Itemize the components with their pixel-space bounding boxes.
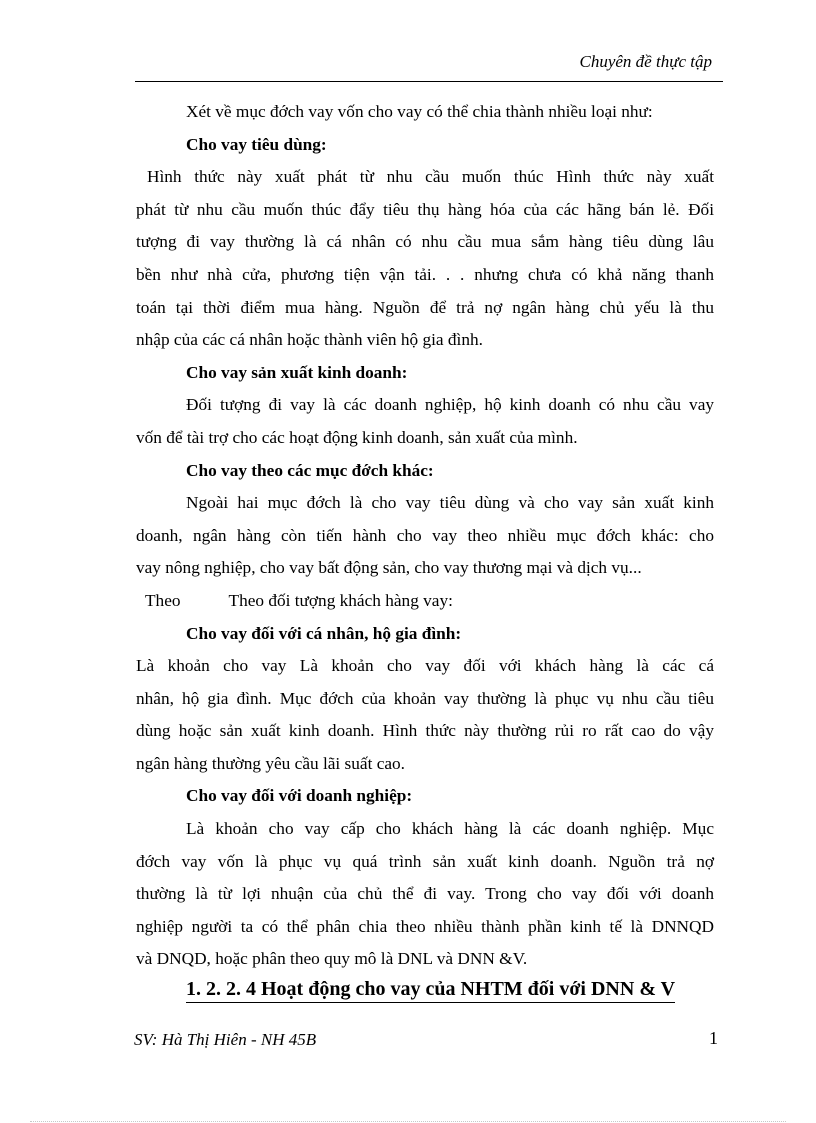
paragraph-line (136, 161, 714, 194)
paragraph-line: bền như nhà cửa, phương tiện vận tải. . . nhưng chưa có khả năng thanh (136, 264, 714, 284)
subheading-other-purposes: Cho vay theo các mục đớch khác: (186, 460, 434, 480)
paragraph-line: nhập của các cá nhân hoặc thành viên hộ gia đình. (136, 330, 483, 350)
paragraph-line: đớch vay vốn là phục vụ quá trình sản xuất kinh doanh. Nguồn trả nợ (136, 851, 714, 871)
subheading-individual-loans: Cho vay đối với cá nhân, hộ gia đình: (186, 623, 462, 643)
body-text (136, 96, 714, 976)
subheading-business-loans: Cho vay sản xuất kinh doanh: (186, 362, 408, 382)
paragraph-line: nhân, hộ gia đình. Mục đớch của khoản vay thường là phục vụ nhu cầu tiêu (136, 688, 714, 708)
paragraph-line: vay nông nghiệp, cho vay bất động sản, cho vay thương mại và dịch vụ... (136, 558, 642, 578)
paragraph-line: Là khoản cho vay cấp cho khách hàng là các doanh nghiệp. Mục (186, 819, 714, 839)
paragraph-line: vốn để tài trợ cho các hoạt động kinh doanh, sản xuất của mình. (136, 427, 578, 447)
paragraph-line: tượng đi vay thường là cá nhân có nhu cầu mua sắm hàng tiêu dùng lâu (136, 232, 714, 252)
paragraph-line: và DNQD, hoặc phân theo quy mô là DNL và DNN &V. (136, 949, 528, 969)
paragraph-line: Đối tượng đi vay là các doanh nghiệp, hộ kinh doanh có nhu cầu vay (186, 395, 714, 415)
header-title: Chuyên đề thực tập (579, 52, 712, 71)
paragraph-line: ngân hàng thường yêu cầu lãi suất cao. (136, 753, 405, 773)
subheading-consumer-loans: Cho vay tiêu dùng: (186, 134, 327, 154)
paragraph-line: phát từ nhu cầu muốn thúc đẩy tiêu thụ hàng hóa của các hãng bán lẻ. Đối (136, 199, 714, 219)
page-number: 1 (709, 1028, 718, 1048)
header-divider (135, 81, 723, 82)
paragraph-line: doanh, ngân hàng còn tiến hành cho vay theo nhiều mục đớch khác: cho (136, 525, 714, 545)
paragraph-line: Ngoài hai mục đớch là cho vay tiêu dùng và cho vay sản xuất kinh (186, 493, 714, 513)
section-heading: 1. 2. 2. 4 Hoạt động cho vay của NHTM đối với DNN & V (186, 976, 675, 1003)
text-fragment: Là khoản cho vay (136, 656, 287, 676)
paragraph-line (136, 650, 714, 683)
subheading-enterprise-loans: Cho vay đối với doanh nghiệp: (186, 786, 413, 806)
text-fragment: Là khoản cho vay đối với khách hàng là các cá (299, 656, 714, 676)
paragraph-line: dùng hoặc sản xuất kinh doanh. Hình thức này thường rủi ro rất cao do vậy (136, 721, 714, 741)
paragraph-line: thường là từ lợi nhuận của chủ thể đi vay. Trong cho vay đối với doanh (136, 884, 714, 904)
paragraph-line (136, 585, 714, 618)
page-bottom-border (30, 1121, 786, 1122)
footer-student: SV: Hà Thị Hiên - NH 45B (134, 1030, 317, 1049)
text-fragment: Theo đối tượng khách hàng vay: (228, 590, 453, 610)
text-fragment: Theo (145, 590, 181, 610)
paragraph-line: Xét về mục đớch vay vốn cho vay có thể chia thành nhiều loại như: (186, 102, 653, 121)
paragraph-line: toán tại thời điểm mua hàng. Nguồn để trả nợ ngân hàng chủ yếu là thu (136, 297, 714, 317)
text-fragment: Hình thức này xuất phát từ nhu cầu muốn thúc (147, 167, 544, 187)
paragraph-line: nghiệp người ta có thể phân chia theo nhiều thành phần kinh tế là DNNQD (136, 916, 714, 936)
text-fragment: Hình thức này xuất (556, 167, 714, 187)
